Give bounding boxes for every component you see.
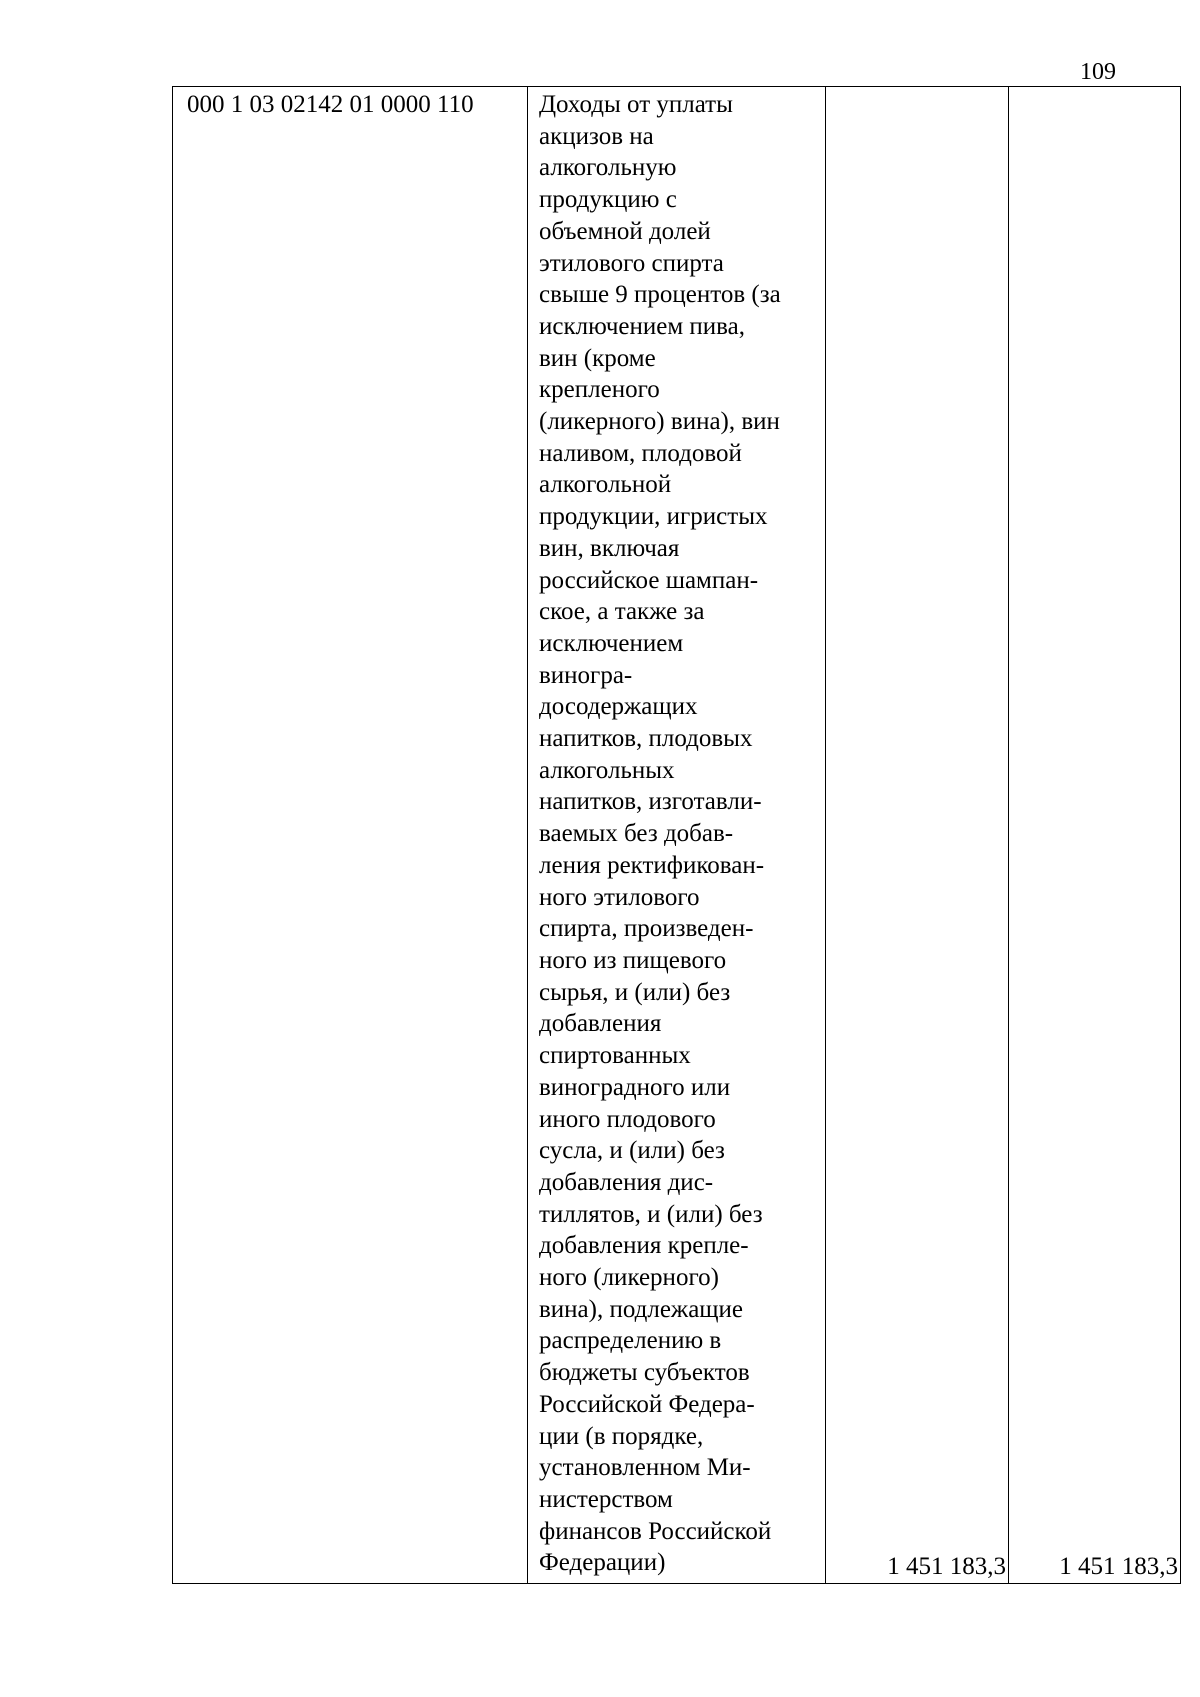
- description-line: финансов Российской: [539, 1517, 772, 1545]
- revenue-table: [172, 86, 1181, 1584]
- description-line: объемной долей: [539, 217, 711, 245]
- description-line: досодержащих: [539, 693, 698, 721]
- description-line: ции (в порядке,: [539, 1422, 704, 1450]
- description-line: виноградного или: [539, 1073, 731, 1101]
- description-line: добавления дис-: [539, 1168, 714, 1196]
- description-line: ления ректификован-: [539, 851, 765, 879]
- description-line: сусла, и (или) без: [539, 1137, 725, 1165]
- description-line: исключением пива,: [539, 312, 745, 340]
- description-line: вин (кроме: [539, 344, 656, 372]
- description-line: Российской Федера-: [539, 1390, 755, 1418]
- budget-classification-code: 000 1 03 02142 01 0000 110: [173, 87, 528, 1584]
- description-line: Доходы от уплаты: [539, 91, 733, 118]
- description-line: напитков, плодовых: [539, 725, 753, 753]
- description-line: ного этилового: [539, 883, 700, 911]
- amount-column-1: 1 451 183,3: [826, 87, 1009, 1584]
- description-line: вина), подлежащие: [539, 1295, 744, 1323]
- description-line: нистерством: [539, 1485, 673, 1513]
- description-line: (ликерного) вина), вин: [539, 408, 780, 436]
- revenue-description: [528, 87, 826, 1584]
- description-line: Федерации): [539, 1549, 666, 1577]
- description-line: алкогольную: [539, 154, 677, 182]
- description-line: иного плодового: [539, 1105, 716, 1133]
- description-line: сырья, и (или) без: [539, 978, 731, 1006]
- page-number: 109: [1080, 59, 1116, 85]
- description-line: установленном Ми-: [539, 1454, 751, 1482]
- description-line: свыше 9 процентов (за: [539, 281, 781, 309]
- description-line: продукции, игристых: [539, 503, 768, 531]
- description-line: крепленого: [539, 376, 660, 404]
- description-line: ваемых без добав-: [539, 820, 734, 848]
- description-line: акцизов на: [539, 122, 654, 150]
- amount-column-2: 1 451 183,3: [1009, 87, 1181, 1584]
- description-line: напитков, изготавли-: [539, 788, 762, 816]
- description-line: распределению в: [539, 1327, 722, 1355]
- description-line: алкогольных: [539, 756, 675, 784]
- description-line: продукцию с: [539, 186, 677, 214]
- description-line: спиртованных: [539, 1042, 691, 1070]
- table-row: [173, 87, 1181, 1584]
- description-line: спирта, произведен-: [539, 915, 754, 943]
- description-line: добавления: [539, 1010, 662, 1038]
- description-line: ного из пищевого: [539, 946, 727, 974]
- description-line: алкогольной: [539, 471, 672, 499]
- description-line: добавления крепле-: [539, 1232, 749, 1260]
- description-line: российское шампан-: [539, 566, 759, 594]
- description-line: наливом, плодовой: [539, 439, 742, 467]
- description-line: ного (ликерного): [539, 1264, 719, 1292]
- description-line: виногра-: [539, 661, 633, 689]
- description-line: ское, а также за: [539, 598, 705, 626]
- description-line: исключением: [539, 629, 684, 657]
- description-line: тиллятов, и (или) без: [539, 1200, 763, 1228]
- description-line: вин, включая: [539, 534, 680, 562]
- description-line: бюджеты субъектов: [539, 1359, 750, 1387]
- description-line: этилового спирта: [539, 249, 724, 277]
